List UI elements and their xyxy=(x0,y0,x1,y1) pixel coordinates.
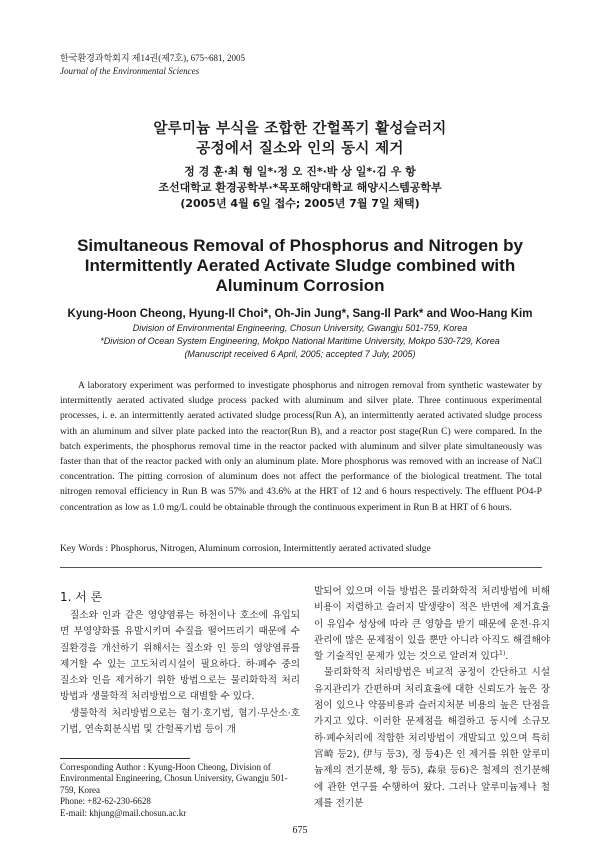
manuscript-dates: (Manuscript received 6 April, 2005; accepted 7 July, 2005) xyxy=(184,349,416,359)
body-column-right xyxy=(314,584,550,812)
abstract: A laboratory experiment was performed to investigate phosphorus and nitrogen removal from synthetic wastewater by intermittently aerated activated sludge process packed with aluminum and silver plate. Three continuous experimental processes, i. e. an intermittently aerated activated sludge process(Run A), an intermittently aerated activated sludge process with an aluminum and silver plate packed into the reactor(Run B), and a reactor post stage(Run C) were compared. In the batch experiments, the phosphorus removal time in the reactor packed with aluminum and silver plate simultaneously was faster than that of the reactor packed with only an aluminum plate. More phosphorus was removed with an increase of NaCl concentration. The pitting corrosion of aluminum does not affect the performance of the biological treatment. The total nitrogen removal efficiency in Run B was 57% and 43.6% at the HRT of 12 and 6 hours respectively. The effluent PO4-P concentration as low as 1.0 mg/L could be obtainable through the continuous experiment in Run B at HRT of 6 hours. xyxy=(60,380,542,513)
title-ko-line1: 알루미늄 부식을 조합한 간헐폭기 활성슬러지 xyxy=(153,121,447,137)
received-dates-ko: (2005년 4월 6일 접수; 2005년 7월 7일 채택) xyxy=(180,197,420,210)
page-number: 675 xyxy=(292,825,308,836)
journal-header xyxy=(60,52,245,78)
section-heading: 1. 서 론 xyxy=(60,590,103,604)
title-ko-line2: 공정에서 질소와 인의 동시 제거 xyxy=(196,141,404,157)
body-paragraph: 물리화학적 처리방법은 비교적 공정이 간단하고 시설유지관리가 간편하며 처리효율에 대한 신뢰도가 높은 장점이 있으나 약품비용과 슬러지처분 비용의 높은 단점을 가지고 있다. 이러한 문제점을 해결하고 동시에 소규모 하·폐수처리에 적합한 처리방법이 개발되고 있으며 특히 宮崎 등2), 伊与 등3), 정 등4)은 인 제거를 위한 알루미늄제의 전기분해, 황 등5), 森泉 등6)은 철제의 전기분해에 관한 연구를 수행하여 왔다. 그러나 알루미늄제나 철제를 전기분 xyxy=(314,667,550,809)
footnote-phone: Phone: +82-62-230-6628 xyxy=(60,796,151,807)
title-en-line1: Simultaneous Removal of Phosphorus and Nitrogen by xyxy=(77,236,523,255)
author-names-ko: 정 경 훈·최 형 일*·정 오 진*·박 상 일*·김 우 항 xyxy=(184,165,416,178)
reference-marker: 1) xyxy=(499,650,506,657)
paragraph-end: . xyxy=(505,651,509,663)
title-en-line3: Aluminum Corrosion xyxy=(215,276,385,295)
paragraph-text: 발되어 있으며 이들 방법은 물리화학적 처리방법에 비해 비용이 저렴하고 슬러지 발생량이 적은 반면에 제거효율이 유입수 성상에 따라 큰 영향을 받기 때문에 운전·유지 관리에 많은 문제점이 있을 뿐만 아니라 아직도 해결해야 할 기술적인 문제가 있는 것으로 알려져 있다 xyxy=(314,586,550,663)
affiliation-ko: 조선대학교 환경공학부·*목포해양대학교 해양시스템공학부 xyxy=(158,181,442,194)
journal-name-en: Journal of the Environmental Sciences xyxy=(60,66,200,76)
title-en-line2: Intermittently Aerated Activate Sludge combined with xyxy=(84,256,516,275)
authors-korean xyxy=(0,164,600,212)
journal-citation-ko: 한국환경과학회지 제14권(제7호), 675~681, 2005 xyxy=(60,53,245,63)
footnote-author: Corresponding Author : Kyung-Hoon Cheong, Division of Environmental Engineering, Chosun University, Gwangju 501-759, Korea xyxy=(60,762,288,795)
affiliations-en xyxy=(0,322,600,361)
footnote-email: E-mail: khjung@mail.chosun.ac.kr xyxy=(60,807,187,818)
body-paragraph: 질소와 인과 같은 영양염류는 하천이나 호소에 유입되면 부영양화를 유발시키며 수질을 떨어뜨리기 때문에 수질환경을 개선하기 위해서는 질소와 인 등의 영양염류를 제거할 수 있는 고도처리시설이 필요하다. 하·폐수 중의 질소와 인을 제거하기 위한 방법으로는 물리화학적 처리방법과 생물학적 처리방법으로 대별할 수 있다. xyxy=(60,610,300,703)
author-names-en: Kyung-Hoon Cheong, Hyung-Il Choi*, Oh-Jin Jung*, Sang-Il Park* and Woo-Hang Kim xyxy=(67,308,533,320)
title-english xyxy=(0,236,600,296)
affiliation-1: Division of Environmental Engineering, Chosun University, Gwangju 501-759, Korea xyxy=(132,323,468,333)
corresponding-author-footnote xyxy=(60,762,300,819)
body-paragraph xyxy=(314,584,550,665)
footnote-divider xyxy=(60,758,190,759)
affiliation-2: *Division of Ocean System Engineering, Mokpo National Maritime University, Mokpo 530-729, Korea xyxy=(100,336,500,346)
keywords: Key Words : Phosphorus, Nitrogen, Aluminum corrosion, Intermittently aerated activated sludge xyxy=(60,543,431,554)
body-paragraph: 생물학적 처리방법으로는 혐기·호기법, 혐기·무산소·호기법, 연속회분식법 및 간헐폭기법 등이 개 xyxy=(60,707,300,736)
title-korean xyxy=(0,119,600,159)
body-column-left xyxy=(60,588,300,738)
keywords-divider xyxy=(60,567,542,568)
